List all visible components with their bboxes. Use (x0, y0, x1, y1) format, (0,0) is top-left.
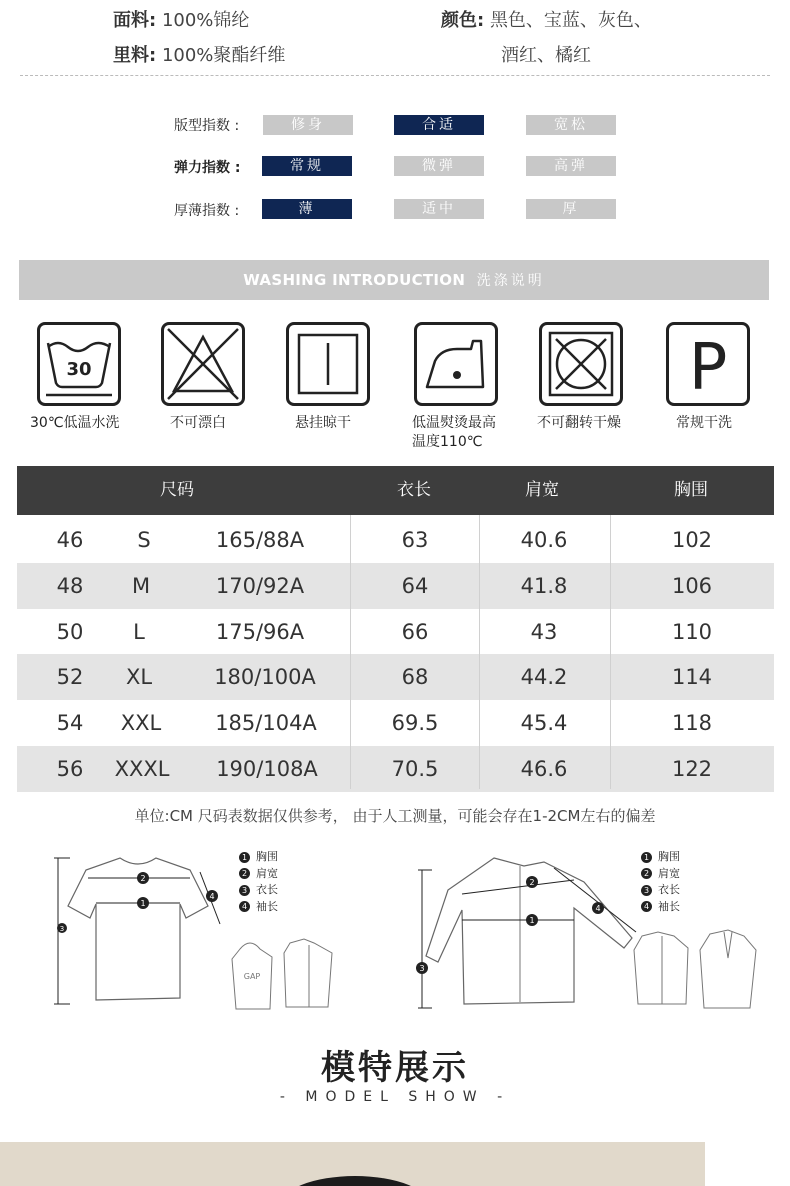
wash-label-4-line-2: 温度110℃ (412, 434, 483, 450)
marker-3: 3 (59, 925, 65, 933)
column-divider (479, 515, 480, 789)
fit-option-regular: 合适 (394, 115, 484, 135)
wash-label-5: 不可翻转干燥 (537, 415, 621, 431)
legend-num-1: 1 (641, 852, 652, 863)
model-show-subtitle: - MODEL SHOW - (279, 1089, 511, 1105)
legend-num-3: 3 (239, 885, 250, 896)
lining-label: 里料: (113, 45, 157, 66)
shirt-marker-2: 2 (529, 878, 535, 887)
stretch-option-slight: 微弹 (394, 156, 484, 176)
legend-sleeve: 袖长 (256, 899, 278, 913)
shirt-legend (641, 849, 680, 915)
table-row (17, 517, 774, 563)
color-line-2: 酒红、橘红 (501, 45, 591, 66)
legend-num-3: 3 (641, 885, 652, 896)
cell-letter: M (131, 574, 151, 598)
stretch-option-high: 高弹 (526, 156, 616, 176)
divider (20, 75, 770, 76)
cell-letter: L (133, 620, 145, 644)
legend-length: 衣长 (256, 883, 278, 896)
shirt-diagram (414, 852, 644, 1012)
washing-title-en: WASHING INTRODUCTION (243, 271, 466, 289)
cell-code: 52 (56, 665, 84, 689)
cell-letter: XXL (120, 711, 162, 735)
legend-length: 衣长 (658, 883, 680, 896)
cell-height: 180/100A (214, 665, 316, 689)
size-note: 单位:CM 尺码表数据仅供参考， 由于人工测量，可能会存在1-2CM左右的偏差 (134, 807, 656, 825)
cell-code: 56 (56, 757, 84, 781)
thickness-option-medium: 适中 (394, 199, 484, 219)
legend-shoulder: 肩宽 (256, 866, 278, 880)
column-divider (350, 515, 351, 789)
marker-1: 1 (140, 899, 146, 908)
cell-shoulder: 46.6 (520, 757, 568, 781)
tshirt-diagram (50, 848, 230, 1018)
cell-length: 64 (401, 574, 429, 598)
legend-shoulder: 肩宽 (658, 866, 680, 880)
hoodie-cardigan-sketch (228, 935, 340, 1013)
cell-shoulder: 45.4 (520, 711, 568, 735)
model-show-title: 模特展示 (321, 1048, 469, 1088)
model-photo (0, 1142, 705, 1186)
cell-length: 70.5 (391, 757, 439, 781)
legend-num-2: 2 (641, 868, 652, 879)
cell-code: 54 (56, 711, 84, 735)
size-table-header (17, 466, 774, 515)
cell-shoulder: 41.8 (520, 574, 568, 598)
cell-height: 175/96A (215, 620, 305, 644)
cell-length: 63 (401, 528, 429, 552)
shirt-marker-1: 1 (529, 916, 535, 925)
cell-chest: 118 (671, 711, 713, 735)
dry-clean-icon (666, 322, 750, 406)
wash-label-4-line-1: 低温熨烫最高 (412, 415, 496, 431)
stretch-option-normal: 常规 (262, 156, 352, 176)
fit-option-slim: 修身 (263, 115, 353, 135)
fabric-value: 100%锦纶 (161, 10, 250, 31)
fabric-line (113, 6, 249, 32)
header-shoulder: 肩宽 (525, 480, 559, 500)
stretch-index-label: 弹力指数 : (174, 160, 241, 176)
shirt-marker-4: 4 (595, 904, 601, 913)
cell-shoulder: 44.2 (520, 665, 568, 689)
no-bleach-icon (161, 322, 245, 406)
legend-sleeve: 袖长 (658, 899, 680, 913)
model-hair (280, 1176, 430, 1186)
table-row (17, 609, 774, 655)
cell-length: 69.5 (391, 711, 439, 735)
fabric-label: 面料: (113, 10, 157, 31)
no-tumble-dry-icon (539, 322, 623, 406)
cell-height: 165/88A (215, 528, 305, 552)
lining-line (113, 41, 285, 67)
cell-letter: XXXL (114, 757, 170, 781)
cell-chest: 106 (671, 574, 713, 598)
legend-chest: 胸围 (658, 850, 680, 863)
column-divider (610, 515, 611, 789)
header-size: 尺码 (160, 480, 194, 500)
marker-2: 2 (140, 874, 146, 883)
wash-label-3: 悬挂晾干 (295, 415, 351, 431)
table-row (17, 654, 774, 700)
cell-code: 46 (56, 528, 84, 552)
legend-chest: 胸围 (256, 850, 278, 863)
tshirt-legend (239, 849, 278, 915)
color-label: 颜色: (441, 10, 485, 31)
cell-height: 190/108A (216, 757, 318, 781)
wash-label-4 (412, 414, 496, 452)
cell-chest: 122 (671, 757, 713, 781)
gap-print: GAP (243, 972, 261, 981)
lining-value: 100%聚酯纤维 (161, 45, 286, 66)
legend-num-4: 4 (641, 901, 652, 912)
table-row (17, 746, 774, 792)
cell-shoulder: 40.6 (520, 528, 568, 552)
header-chest: 胸围 (674, 480, 708, 500)
fit-index-label: 版型指数 : (174, 118, 240, 134)
washing-title-cn: 洗涤说明 (476, 273, 545, 289)
table-row (17, 700, 774, 746)
cell-chest: 102 (671, 528, 713, 552)
cell-letter: S (137, 528, 151, 552)
cell-length: 68 (401, 665, 429, 689)
wash-label-1: 30℃低温水洗 (30, 415, 120, 431)
cell-chest: 110 (671, 620, 713, 644)
color-line (441, 6, 652, 32)
legend-num-2: 2 (239, 868, 250, 879)
cell-code: 50 (56, 620, 84, 644)
cell-code: 48 (56, 574, 84, 598)
cell-chest: 114 (671, 665, 713, 689)
washing-banner (19, 260, 769, 300)
thickness-option-thin: 薄 (262, 199, 352, 219)
thickness-option-thick: 厚 (526, 199, 616, 219)
color-value-1: 黑色、宝蓝、灰色、 (489, 10, 652, 31)
jacket-blazer-sketch (632, 928, 758, 1010)
cell-letter: XL (125, 665, 153, 689)
marker-4: 4 (209, 892, 215, 901)
fit-option-loose: 宽松 (526, 115, 616, 135)
wash-30-icon (37, 322, 121, 406)
table-row (17, 563, 774, 609)
low-iron-icon (414, 322, 498, 406)
dry-clean-letter: P (688, 331, 728, 403)
cell-height: 185/104A (215, 711, 317, 735)
wash-label-2: 不可漂白 (170, 415, 226, 431)
cell-shoulder: 43 (530, 620, 558, 644)
legend-num-1: 1 (239, 852, 250, 863)
cell-length: 66 (401, 620, 429, 644)
shirt-marker-3: 3 (419, 964, 425, 973)
header-length: 衣长 (397, 480, 431, 500)
cell-height: 170/92A (215, 574, 305, 598)
legend-num-4: 4 (239, 901, 250, 912)
hang-dry-icon (286, 322, 370, 406)
wash-label-6: 常规干洗 (676, 415, 732, 431)
wash-temp-text: 30 (66, 359, 92, 380)
thickness-index-label: 厚薄指数 : (174, 203, 240, 219)
